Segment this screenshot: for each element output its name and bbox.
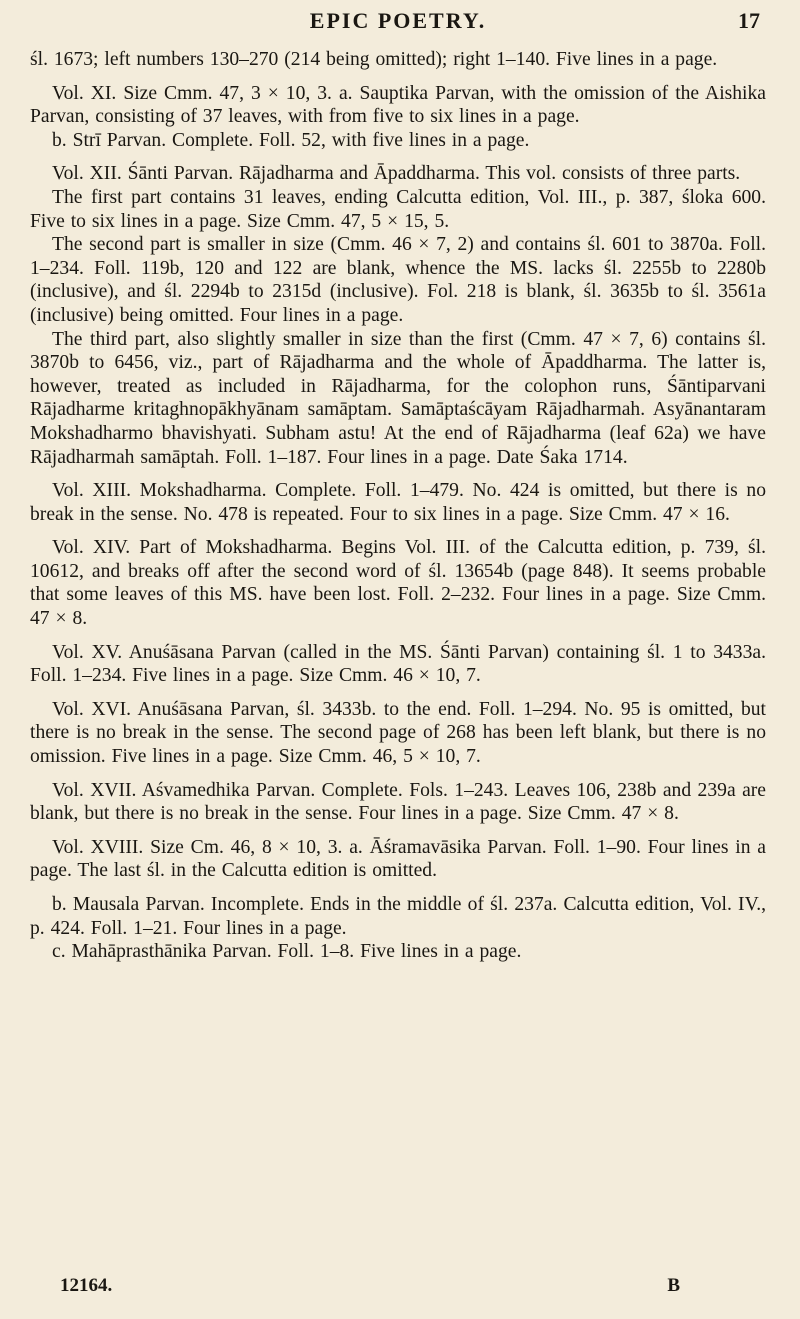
paragraph-6: The second part is smaller in size (Cmm. 46 × 7, 2) and contains śl. 601 to 3870a. Foll. 1–234. Foll. 119b, 120 and 122 are blank, whence the MS. lacks śl. 2255b to 2280b (inclusive), and śl. 2294b to 2315d (inclusive). Fol. 218 is blank, śl. 3635b to śl. 3561a (inclusive) being omitted. Four lines in a page.	[30, 234, 766, 326]
signature-mark: 12164.	[60, 1275, 113, 1296]
body-text	[30, 48, 766, 964]
paragraph-12: Vol. XVII. Aśvamedhika Parvan. Complete. Fols. 1–243. Leaves 106, 238b and 239a are blank, but there is no break in the sense. Four lines in a page. Size Cmm. 47 × 8.	[30, 779, 766, 825]
paragraph-8: Vol. XIII. Mokshadharma. Complete. Foll. 1–479. No. 424 is omitted, but there is no break in the sense. No. 478 is repeated. Four to six lines in a page. Size Cmm. 47 × 16.	[30, 480, 766, 525]
page-number: 17	[738, 8, 760, 33]
paragraph-15: c. Mahāprasthānika Parvan. Foll. 1–8. Five lines in a page.	[52, 941, 522, 963]
paragraph-13: Vol. XVIII. Size Cm. 46, 8 × 10, 3. a. Āśramavāsika Parvan. Foll. 1–90. Four lines in a page. The last śl. in the Calcutta edition is omitted.	[30, 836, 766, 882]
paragraph-9: Vol. XIV. Part of Mokshadharma. Begins Vol. III. of the Calcutta edition, p. 739, śl. 10612, and breaks off after the second word of śl. 13654b (page 848). It seems probable that some leaves of this MS. have been lost. Foll. 2–232. Four lines in a page. Size Cmm. 47 × 8.	[30, 537, 766, 630]
paragraph-4: Vol. XII. Śānti Parvan. Rājadharma and Āpaddharma. This vol. consists of three parts.	[52, 163, 741, 185]
signature-letter: B	[667, 1275, 680, 1296]
paragraph-7: The third part, also slightly smaller in size than the first (Cmm. 47 × 7, 6) contains śl. 3870b to 6456, viz., part of Rājadharma and the whole of Āpaddharma. The latter is, however, treated as included in Rājadharma, for the colophon runs, Śāntiparvani Rājadharme kritaghnopākhyānam samāptam. Samāptaścāyam Rājadharmah. Asyānantaram Mokshadharmo bhavishyati. Subham astu! At the end of Rājadharma (leaf 62a) we have Rājadharmah samāptah. Foll. 1–187. Four lines in a page. Date Śaka 1714.	[30, 328, 766, 468]
running-title: EPIC POETRY.	[309, 8, 487, 33]
paragraph-1: śl. 1673; left numbers 130–270 (214 being omitted); right 1–140. Five lines in a page.	[30, 49, 718, 70]
paragraph-11: Vol. XVI. Anuśāsana Parvan, śl. 3433b. to the end. Foll. 1–294. No. 95 is omitted, but there is no break in the sense. The second page of 268 has been left blank, but there is no omission. Five lines in a page. Size Cmm. 46, 5 × 10, 7.	[30, 698, 766, 768]
page-header	[30, 8, 766, 42]
paragraph-3: b. Strī Parvan. Complete. Foll. 52, with five lines in a page.	[52, 129, 530, 151]
paragraph-10: Vol. XV. Anuśāsana Parvan (called in the MS. Śānti Parvan) containing śl. 1 to 3433a. Foll. 1–234. Five lines in a page. Size Cmm. 46 × 10, 7.	[30, 641, 766, 687]
page-footer	[60, 1275, 680, 1301]
paragraph-2: Vol. XI. Size Cmm. 47, 3 × 10, 3. a. Sauptika Parvan, with the omission of the Aishika Parvan, consisting of 37 leaves, with from five to six lines in a page.	[30, 82, 766, 128]
paragraph-14: b. Mausala Parvan. Incomplete. Ends in the middle of śl. 237a. Calcutta edition, Vol. IV., p. 424. Foll. 1–21. Four lines in a page.	[30, 894, 766, 939]
paragraph-5: The first part contains 31 leaves, ending Calcutta edition, Vol. III., p. 387, śloka 600. Five to six lines in a page. Size Cmm. 47, 5 × 15, 5.	[30, 186, 766, 232]
